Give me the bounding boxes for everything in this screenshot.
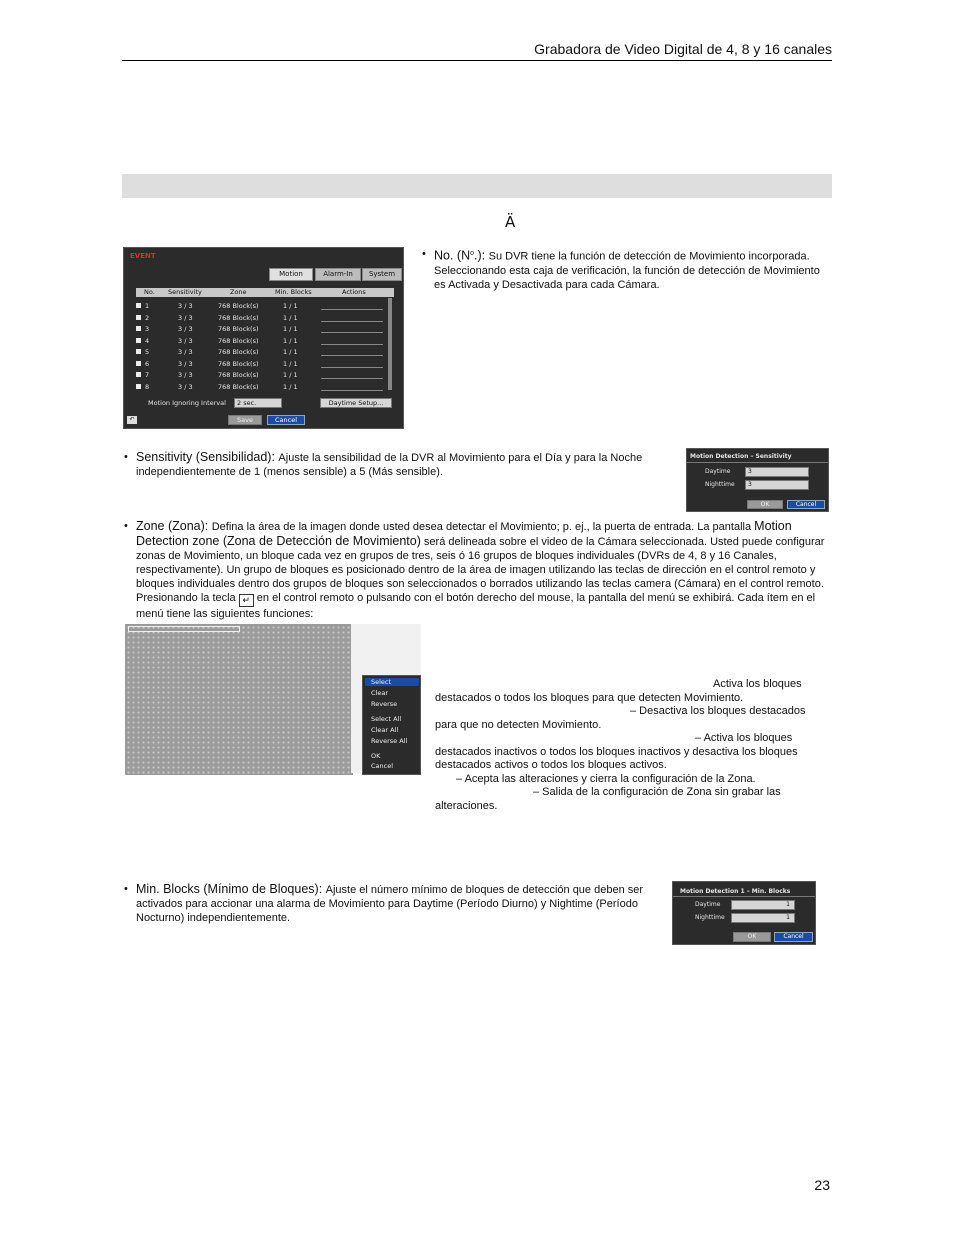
min-daytime-stepper[interactable] [731, 900, 795, 910]
row-zone: 768 Block(s) [218, 313, 259, 322]
zone-desc-4: para que no detecten Movimiento. [435, 719, 602, 731]
zone-text-1: Defina la área de la imagen donde usted desea detectar el Movimiento; p. ej., la puerta de entrada. La pantalla [211, 521, 755, 533]
row-min-blocks: 1 / 1 [283, 302, 298, 310]
no-paragraph [422, 247, 822, 292]
row-min-blocks: 1 / 1 [283, 371, 298, 379]
table-row[interactable] [136, 301, 394, 312]
bullet-icon: • [422, 248, 426, 260]
min-dialog-title: Motion Detection 1 – Min. Blocks [680, 888, 791, 895]
row-number: 3 [145, 325, 150, 333]
table-row[interactable] [136, 336, 394, 347]
sens-cancel-button[interactable]: Cancel [787, 500, 825, 509]
enter-key-icon: ↵ [239, 594, 254, 607]
save-button[interactable]: Save [228, 415, 262, 425]
row-number: 7 [145, 371, 150, 379]
sens-dialog-title: Motion Detection – Sensitivity [690, 453, 792, 460]
table-row[interactable] [136, 347, 394, 358]
row-actions[interactable] [321, 383, 383, 391]
interval-select[interactable] [234, 398, 282, 408]
row-actions[interactable] [321, 371, 383, 379]
row-actions[interactable] [321, 360, 383, 368]
row-zone: 768 Block(s) [218, 382, 259, 391]
row-min-blocks: 1 / 1 [283, 382, 298, 391]
zone-desc-2: destacados o todos los bloques para que detecten Movimiento. [435, 692, 744, 704]
sensitivity-text: Ajuste la sensibilidad de la DVR al Movimiento para el Día y para la Noche independientemente de 1 (menos sensible) a 5 (Más sensible). [136, 452, 643, 478]
zone-desc-9: – Salida de la configuración de Zona sin grabar las [533, 786, 781, 798]
row-actions[interactable] [321, 302, 383, 310]
zone-menu [362, 675, 421, 775]
row-zone: 768 Block(s) [218, 348, 259, 356]
row-sensitivity: 3 / 3 [178, 359, 193, 368]
menu-item-cancel[interactable]: Cancel [371, 762, 394, 770]
col-no: No. [144, 288, 155, 296]
zone-label: Zone (Zona): [136, 519, 212, 533]
minblocks-label: Min. Blocks (Mínimo de Bloques): [136, 882, 326, 896]
col-zone: Zone [230, 288, 247, 296]
interval-label: Motion Ignoring Interval [148, 399, 226, 407]
bullet-icon: • [124, 520, 128, 532]
min-cancel-button[interactable]: Cancel [774, 932, 813, 942]
back-icon[interactable]: ↶ [127, 416, 137, 424]
row-number: 4 [145, 336, 150, 345]
sens-daytime-label: Daytime [705, 468, 731, 475]
menu-item-clear-all[interactable]: Clear All [371, 726, 399, 734]
row-sensitivity: 3 / 3 [178, 336, 193, 345]
minblocks-dialog [672, 881, 816, 945]
no-label-end: .): [474, 248, 489, 263]
minblocks-text: Ajuste el número mínimo de bloques de detección que deben ser activados para accionar una alarma de Movimiento para Daytime (Período Diurno) y Nightime (Período Nocturno) independientemente. [136, 884, 644, 924]
sensitivity-paragraph [124, 450, 649, 479]
row-actions[interactable] [321, 348, 383, 356]
min-daytime-label: Daytime [695, 901, 721, 908]
no-label-sup: o [470, 250, 475, 257]
min-nighttime-value: 1 [786, 914, 790, 921]
zone-term: Motion Detection zone (Zona de Detección de Movimiento) [136, 519, 792, 548]
bullet-icon: • [124, 883, 128, 895]
min-daytime-value: 1 [786, 901, 790, 908]
row-actions[interactable] [321, 325, 383, 333]
row-sensitivity: 3 / 3 [178, 382, 193, 391]
row-sensitivity: 3 / 3 [178, 313, 193, 322]
zone-desc-10: alteraciones. [435, 800, 498, 812]
row-number: 2 [145, 313, 150, 322]
table-row[interactable] [136, 324, 394, 335]
row-actions[interactable] [321, 314, 383, 322]
tab-system[interactable]: System [362, 268, 402, 281]
col-min-blocks: Min. Blocks [275, 288, 312, 296]
row-sensitivity: 3 / 3 [178, 325, 193, 333]
row-min-blocks: 1 / 1 [283, 336, 298, 345]
menu-item-clear[interactable]: Clear [371, 689, 388, 697]
min-nighttime-stepper[interactable] [731, 913, 795, 923]
table-row[interactable] [136, 370, 394, 381]
menu-item-ok[interactable]: OK [371, 752, 381, 760]
table-row[interactable] [136, 382, 394, 393]
no-label: No. (N [434, 248, 471, 263]
min-ok-button[interactable]: OK [733, 932, 771, 942]
zone-desc-3: – Desactiva los bloques destacados [630, 705, 806, 717]
page-number: 23 [814, 1177, 830, 1193]
row-zone: 768 Block(s) [218, 371, 259, 379]
daytime-setup-button[interactable]: Daytime Setup... [320, 398, 392, 408]
row-number: 1 [145, 302, 150, 310]
zone-paragraph [124, 519, 832, 621]
sens-nighttime-value: 3 [748, 481, 752, 488]
sensitivity-label: Sensitivity (Sensibilidad): [136, 450, 279, 464]
row-sensitivity: 3 / 3 [178, 348, 193, 356]
cancel-button[interactable]: Cancel [267, 415, 305, 425]
menu-item-reverse-all[interactable]: Reverse All [371, 737, 408, 745]
row-zone: 768 Block(s) [218, 336, 259, 345]
minblocks-paragraph [124, 882, 659, 925]
interval-value: 2 sec. [237, 399, 257, 407]
menu-item-reverse[interactable]: Reverse [371, 700, 398, 708]
zone-desc-6: destacados inactivos o todos los bloques inactivos y desactiva los bloques [435, 746, 798, 758]
arrow-glyph: Ä [505, 213, 516, 231]
row-zone: 768 Block(s) [218, 302, 259, 310]
row-actions[interactable] [321, 337, 383, 345]
col-actions: Actions [342, 288, 366, 296]
no-text: Su DVR tiene la función de detección de Movimiento incorporada. Seleccionando esta caja de verificación, la función de detección de Movimiento es Activada y Desactivada para cada Cámara. [434, 250, 820, 291]
col-sensitivity: Sensitivity [168, 288, 202, 296]
row-min-blocks: 1 / 1 [283, 348, 298, 356]
sensitivity-dialog [686, 448, 829, 512]
row-sensitivity: 3 / 3 [178, 371, 193, 379]
table-header [136, 288, 394, 297]
row-number: 8 [145, 382, 150, 391]
page-header: Grabadora de Video Digital de 4, 8 y 16 canales [534, 41, 832, 57]
sens-nighttime-select[interactable] [745, 480, 809, 490]
sens-nighttime-label: Nighttime [705, 481, 735, 488]
zone-block-group[interactable] [128, 626, 240, 632]
menu-item-select-all[interactable]: Select All [371, 715, 402, 723]
zone-text-3: en el control remoto o pulsando con el botón derecho del mouse, la pantalla del menú se exhibirá. Cada ítem en el menú tiene las siguientes funciones: [136, 592, 816, 620]
tab-motion[interactable]: Motion [269, 268, 313, 281]
zone-grid-screenshot[interactable] [125, 624, 353, 775]
menu-item-select[interactable]: Select [365, 678, 419, 686]
table-row[interactable] [136, 313, 394, 324]
zone-desc-5: – Activa los bloques [695, 732, 793, 744]
row-sensitivity: 3 / 3 [178, 302, 193, 310]
zone-desc-7: destacados activos o todos los bloques activos. [435, 759, 667, 771]
scrollbar[interactable] [388, 298, 392, 390]
sens-daytime-select[interactable] [745, 467, 809, 477]
row-zone: 768 Block(s) [218, 325, 259, 333]
event-screenshot [123, 247, 404, 429]
sens-daytime-value: 3 [748, 468, 752, 475]
row-min-blocks: 1 / 1 [283, 359, 298, 368]
row-min-blocks: 1 / 1 [283, 325, 298, 333]
table-row[interactable] [136, 359, 394, 370]
tab-alarm-in[interactable]: Alarm-In [315, 268, 361, 281]
zone-desc-1: Activa los bloques [713, 678, 802, 690]
event-title: EVENT [130, 252, 156, 260]
header-rule [122, 60, 832, 61]
min-nighttime-label: Nighttime [695, 914, 725, 921]
row-number: 5 [145, 348, 150, 356]
zone-text-2: será delineada sobre el video de la Cámara seleccionada. Usted puede configurar zonas de Movimiento, un bloque cada vez en grupos de tres, seis ó 16 grupos de bloques individuales (DVRs de 4, 8 y 16 Canales, respectivamente). Un grupo de bloques es posicionado dentro de la área de imagen utilizando las teclas de dirección en el control remoto y bloques individuales dentro dos grupos de bloques son seleccionados o borrados utilizando las teclas camera (Cámara) en el control remoto. Presionando la tecla [136, 536, 825, 604]
row-min-blocks: 1 / 1 [283, 313, 298, 322]
bullet-icon: • [124, 451, 128, 463]
zone-desc-8: – Acepta las alteraciones y cierra la configuración de la Zona. [456, 773, 756, 785]
section-band [122, 174, 832, 198]
row-zone: 768 Block(s) [218, 359, 259, 368]
sens-ok-button[interactable]: OK [747, 500, 783, 509]
row-number: 6 [145, 359, 150, 368]
